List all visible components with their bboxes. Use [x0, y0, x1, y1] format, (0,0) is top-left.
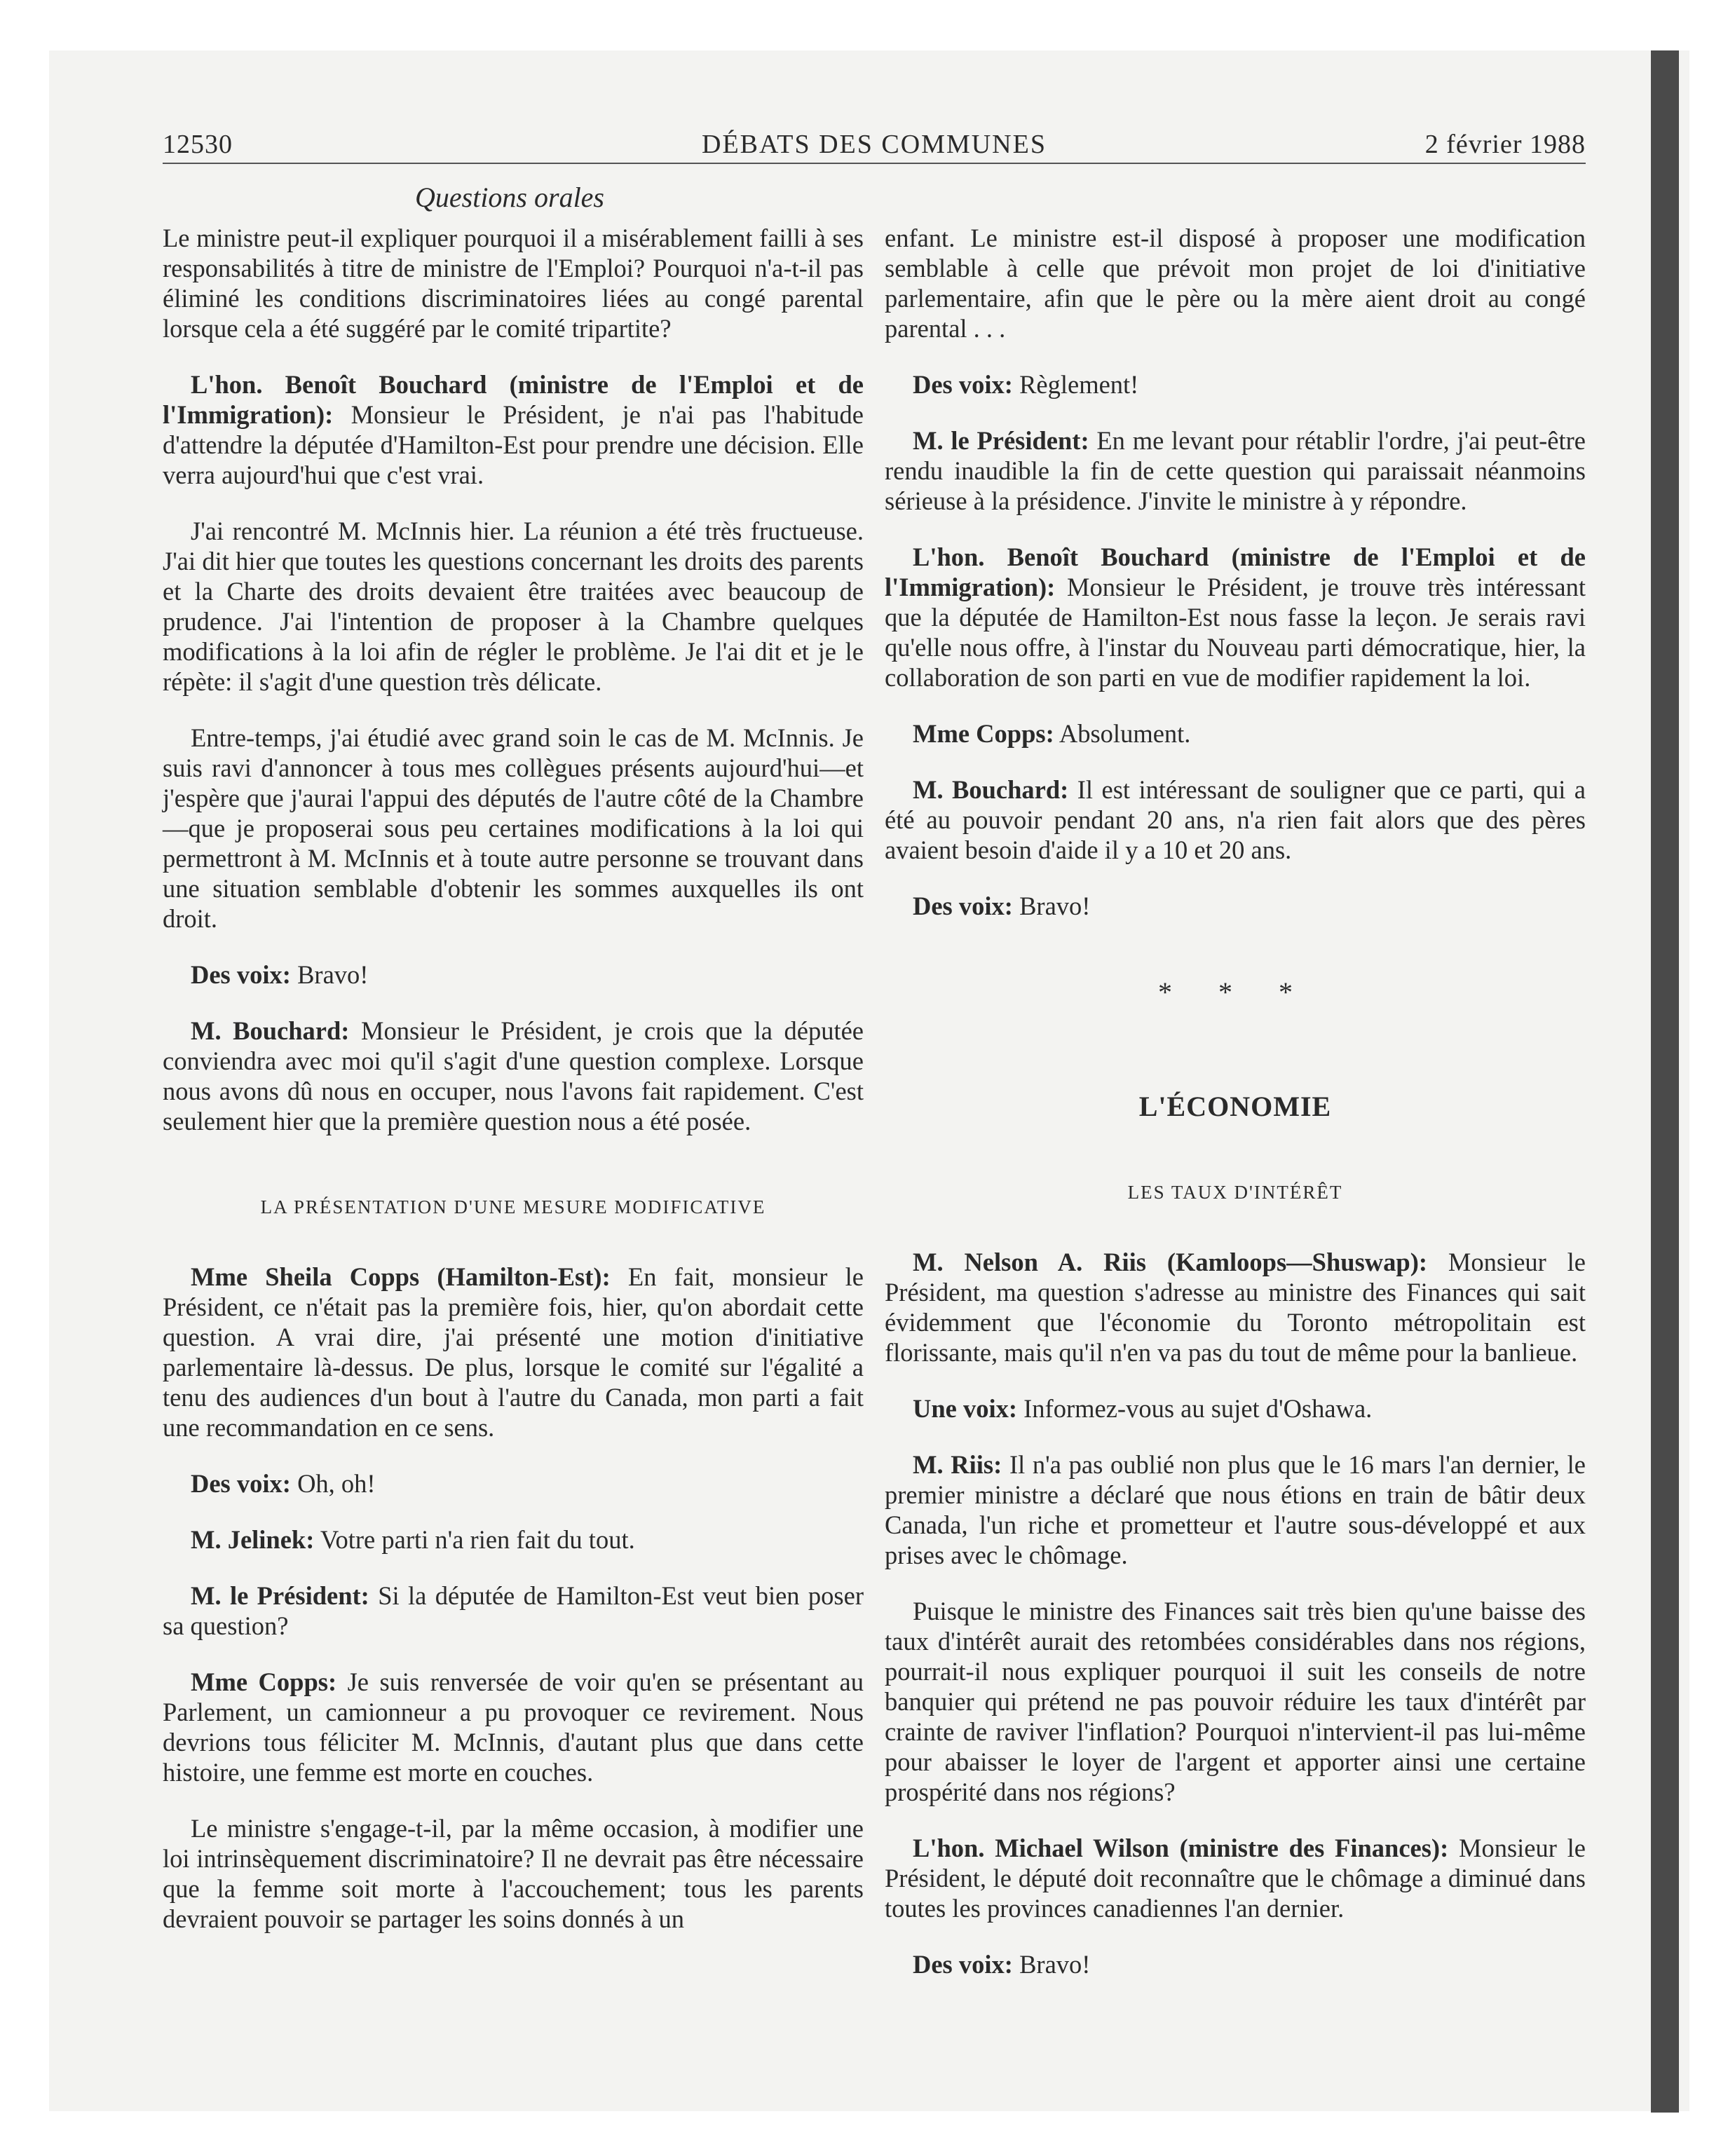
paragraph [163, 1667, 864, 1787]
speaker-name: Des voix: [913, 370, 1013, 399]
paragraph [885, 1949, 1586, 1979]
paragraph-text: Si la députée de Hamilton-Est veut bien poser sa question? [163, 1581, 864, 1640]
paragraph-text: Monsieur le Président, ma question s'adresse au ministre des Finances qui sait évidemment que l'économie du Toronto métropolitain est florissante, mais qu'il n'en va pas du tout de même pour la banlieue. [885, 1248, 1586, 1367]
paragraph-text: Il est intéressant de souligner que ce parti, qui a été au pouvoir pendant 20 ans, n'a rien fait alors que des pères avaient besoin d'aide il y a 10 et 20 ans. [885, 775, 1586, 864]
running-header [163, 121, 1586, 163]
paragraph [163, 960, 864, 990]
paragraph-text: Bravo! [1012, 892, 1091, 920]
paragraph-text: Puisque le ministre des Finances sait très bien qu'une baisse des taux d'intérêt aurait des retombées considérables dans nos régions, pourrait-il nous expliquer pourquoi il suit les conseils de notre banquier qui prétend ne pas pouvoir réduire les taux d'intérêt par crainte de raviver l'inflation? Pourquoi n'intervient-il pas lui-même pour abaisser le loyer de l'argent et apporter ainsi une certaine prospérité dans nos régions? [885, 1597, 1586, 1806]
section-subheading: Questions orales [415, 182, 604, 213]
section-heading: L'ÉCONOMIE [1138, 1091, 1332, 1122]
paragraph-text: Monsieur le Président, je trouve très intéressant que la députée de Hamilton-Est nous fasse la leçon. Je serais ravi qu'elle nous offre, à l'instar du Nouveau parti démocratique, hier, la collaboration de son parti en vue de modifier rapidement la loi. [885, 573, 1586, 692]
paragraph [885, 1247, 1586, 1367]
paragraph-text: Règlement! [1012, 370, 1139, 399]
paragraph [885, 369, 1586, 400]
paragraph-text: Entre-temps, j'ai étudié avec grand soin le cas de M. McInnis. Je suis ravi d'annoncer à tous mes collègues présents aujourd'hui—et j'espère que j'aurai l'appui des députés de l'autre côté de la Chambre—que je proposerai sous peu certaines modifications à la loi qui permettront à M. McInnis et à toute autre personne se trouvant dans une situation semblable d'obtenir les sommes auxquelles ils ont droit. [163, 723, 864, 933]
paragraph-text: Monsieur le Président, le député doit reconnaître que le chômage a diminué dans toutes les provinces canadiennes l'an dernier. [885, 1834, 1586, 1923]
paragraph [885, 1393, 1586, 1424]
paragraph [885, 891, 1586, 921]
paragraph [885, 1449, 1586, 1570]
paragraph [885, 542, 1586, 692]
paragraph-text: Votre parti n'a rien fait du tout. [314, 1525, 635, 1554]
speaker-name: Une voix: [913, 1394, 1018, 1423]
paragraph-text: Monsieur le Président, je crois que la députée conviendra avec moi qu'il s'agit d'une question complexe. Lorsque nous avons dû nous en occuper, nous l'avons fait rapidement. C'est seulement hier que la première question nous a été posée. [163, 1016, 864, 1135]
paragraph [163, 723, 864, 934]
binding-edge [1651, 50, 1679, 2113]
speaker-name: Des voix: [191, 1469, 291, 1498]
paragraph-text: Bravo! [1012, 1950, 1091, 1979]
paragraph [163, 1262, 864, 1442]
speaker-name: Mme Copps: [913, 719, 1054, 748]
paragraph-text: Il n'a pas oublié non plus que le 16 mars l'an dernier, le premier ministre a déclaré que nous étions en train de bâtir deux Canada, l'un riche et prometteur et l'autre sous-développé et aux prises avec le chômage. [885, 1450, 1586, 1569]
rubric-heading: LA PRÉSENTATION D'UNE MESURE MODIFICATIVE [260, 1196, 766, 1217]
rubric-heading: LES TAUX D'INTÉRÊT [1127, 1182, 1343, 1203]
speaker-name: M. Bouchard: [191, 1016, 350, 1045]
speaker-name: Mme Sheila Copps (Hamilton-Est): [191, 1262, 611, 1291]
speaker-name: L'hon. Benoît Bouchard (ministre de l'Emploi et de l'Immigration): [163, 370, 864, 429]
paragraph-text: J'ai rencontré M. McInnis hier. La réunion a été très fructueuse. J'ai dit hier que toutes les questions concernant les droits des parents et la Charte des droits devaient être traitées avec beaucoup de prudence. J'ai l'intention de proposer à la Chambre quelques modifications à la loi afin de régler le problème. Je l'ai dit et je le répète: il s'agit d'une question très délicate. [163, 517, 864, 696]
paragraph [163, 516, 864, 697]
paragraph [163, 369, 864, 490]
paragraph-text: Je suis renversée de voir qu'en se présentant au Parlement, un camionneur a pu provoquer ce revirement. Nous devrions tous féliciter M. McInnis, d'autant plus que dans cette histoire, une femme est morte en couches. [163, 1667, 864, 1787]
paragraph-text: Informez-vous au sujet d'Oshawa. [1017, 1394, 1373, 1423]
speaker-name: Des voix: [913, 892, 1013, 920]
left-column [163, 223, 864, 1960]
speaker-name: L'hon. Benoît Bouchard (ministre de l'Emploi et de l'Immigration): [885, 543, 1586, 601]
speaker-name: M. le Président: [191, 1581, 369, 1610]
speaker-name: M. le Président: [913, 426, 1089, 455]
paragraph-text: Absolument. [1054, 719, 1191, 748]
speaker-name: L'hon. Michael Wilson (ministre des Finances): [913, 1834, 1449, 1862]
paragraph [885, 223, 1586, 343]
paragraph [885, 1596, 1586, 1807]
speaker-name: M. Riis: [913, 1450, 1002, 1479]
paragraph [885, 425, 1586, 516]
paragraph [885, 718, 1586, 749]
paragraph [885, 775, 1586, 865]
speaker-name: Des voix: [913, 1950, 1013, 1979]
paragraph-text: enfant. Le ministre est-il disposé à proposer une modification semblable à celle que prévoit mon projet de loi d'initiative parlementaire, afin que le père ou la mère aient droit au congé parental . . . [885, 224, 1586, 343]
paragraph [885, 1833, 1586, 1923]
speaker-name: Mme Copps: [191, 1667, 337, 1696]
speaker-name: Des voix: [191, 960, 291, 989]
speaker-name: M. Bouchard: [913, 775, 1069, 804]
publication-date: 2 février 1988 [1424, 130, 1586, 159]
paragraph [163, 1468, 864, 1499]
page-number: 12530 [163, 130, 233, 159]
paragraph [163, 1581, 864, 1641]
paragraph-text: Monsieur le Président, je n'ai pas l'habitude d'attendre la députée d'Hamilton-Est pour prendre une décision. Elle verra aujourd'hui que c'est vrai. [163, 400, 864, 489]
paragraph-text: En fait, monsieur le Président, ce n'était pas la première fois, hier, qu'on abordait cette question. A vrai dire, j'ai présenté une motion d'initiative parlementaire là-dessus. De plus, lorsque le comité sur l'égalité a tenu des audiences d'un bout à l'autre du Canada, mon parti a fait une recommandation en ce sens. [163, 1262, 864, 1442]
header-rule [163, 163, 1586, 164]
paragraph [163, 1813, 864, 1934]
right-column [885, 223, 1586, 2005]
paragraph-text: Le ministre peut-il expliquer pourquoi il a misérablement failli à ses responsabilités à titre de ministre de l'Emploi? Pourquoi n'a-t-il pas éliminé les conditions discriminatoires liées au congé parental lorsque cela a été suggéré par le comité tripartite? [163, 224, 864, 343]
paragraph [163, 1524, 864, 1555]
paragraph [163, 223, 864, 343]
paragraph-text: Bravo! [290, 960, 369, 989]
paragraph-text: Le ministre s'engage-t-il, par la même occasion, à modifier une loi intrinsèquement discriminatoire? Il ne devrait pas être nécessaire que la femme soit morte à l'accouchement; tous les parents devraient pouvoir se partager les soins donnés à un [163, 1814, 864, 1933]
publication-title: DÉBATS DES COMMUNES [702, 130, 1047, 159]
paragraph [163, 1016, 864, 1136]
paragraph-text: Oh, oh! [290, 1469, 376, 1498]
speaker-name: M. Nelson A. Riis (Kamloops—Shuswap): [913, 1248, 1428, 1276]
section-separator: * * * [1158, 976, 1312, 1008]
speaker-name: M. Jelinek: [191, 1525, 315, 1554]
paragraph-text: En me levant pour rétablir l'ordre, j'ai peut-être rendu inaudible la fin de cette question qui paraissait néanmoins sérieuse à la présidence. J'invite le ministre à y répondre. [885, 426, 1586, 515]
